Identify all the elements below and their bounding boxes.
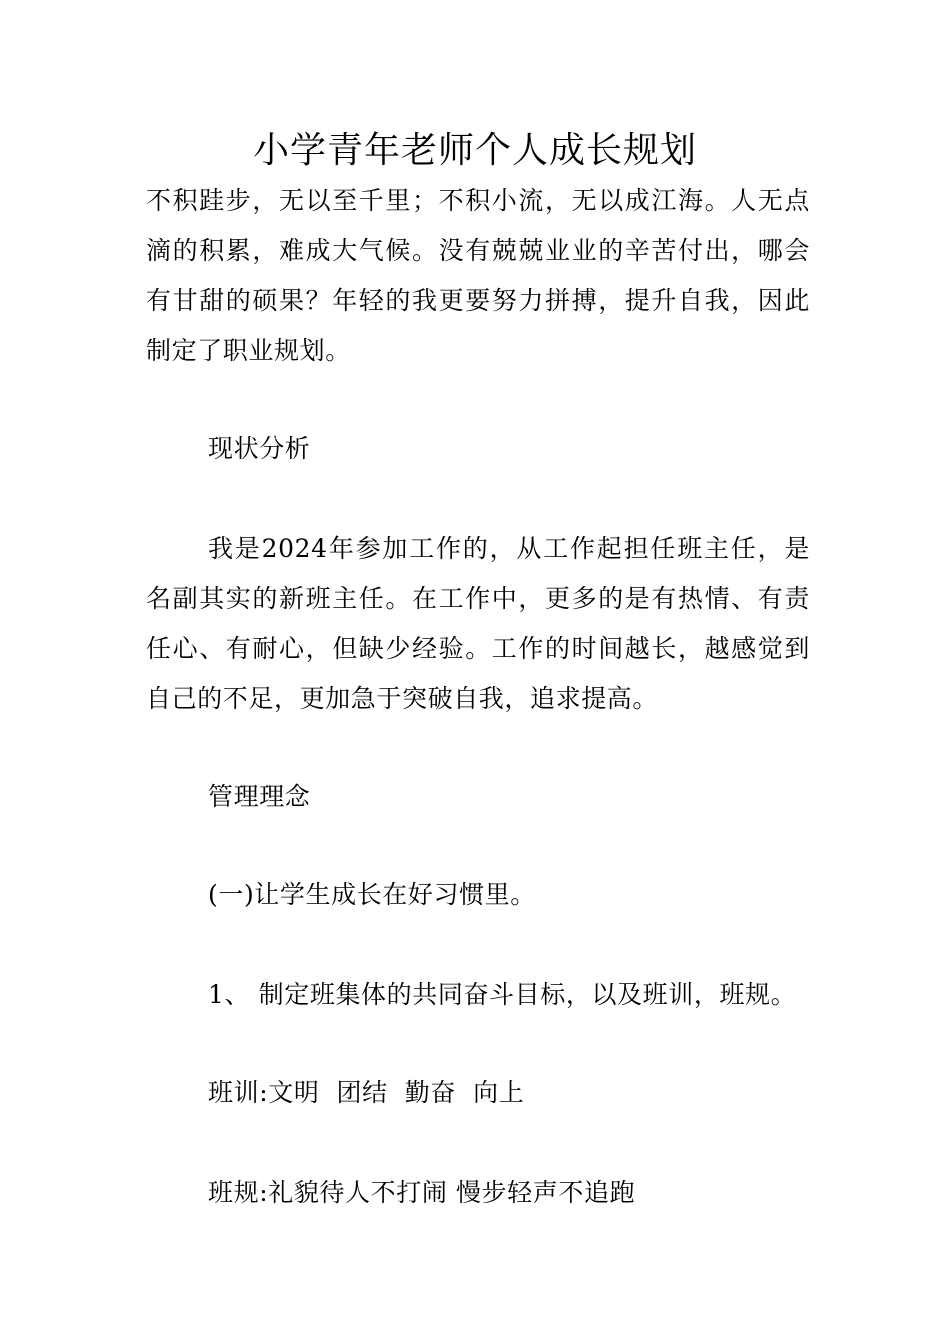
subheading-good-habits: (一)让学生成长在好习惯里。	[208, 880, 536, 909]
list-item-1: 1、 制定班集体的共同奋斗目标，以及班训，班规。	[208, 980, 797, 1009]
class-rules: 班规:礼貌待人不打闹 慢步轻声不追跑	[208, 1178, 636, 1207]
status-paragraph: 我是2024年参加工作的，从工作起担任班主任，是名副其实的新班主任。在工作中，更多的是有热情、有责任心、有耐心，但缺少经验。工作的时间越长，越感觉到自己的不足，更加急于突破自我，追求提高。	[146, 534, 810, 713]
section-heading-philosophy: 管理理念	[208, 782, 311, 811]
intro-paragraph: 不积跬步，无以至千里；不积小流，无以成江海。人无点滴的积累，难成大气候。没有兢兢业业的辛苦付出，哪会有甘甜的硕果？年轻的我更要努力拼搏，提升自我，因此制定了职业规划。	[146, 186, 810, 365]
class-motto: 班训:文明 团结 勤奋 向上	[208, 1078, 525, 1107]
document-title: 小学青年老师个人成长规划	[252, 130, 697, 171]
section-heading-status: 现状分析	[208, 434, 311, 463]
